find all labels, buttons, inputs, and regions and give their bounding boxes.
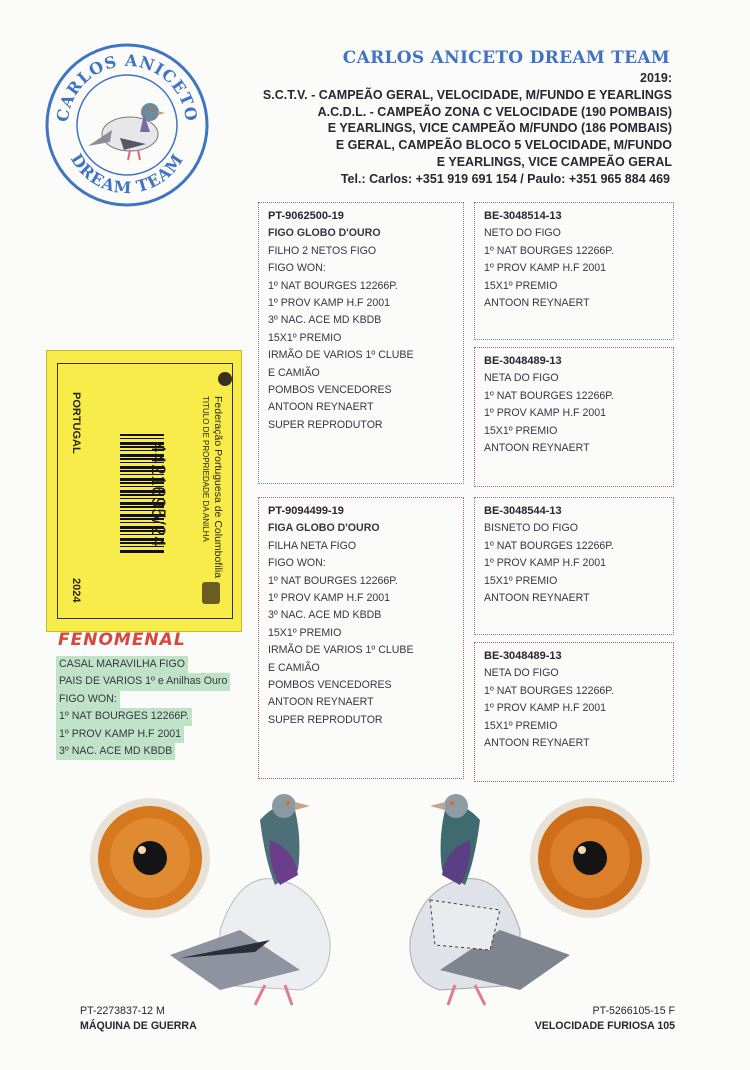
dam-mother-box — [474, 642, 674, 782]
svg-text:DREAM TEAM — [67, 150, 187, 198]
dam-line: IRMÃO DE VARIOS 1º CLUBE — [268, 644, 414, 657]
left-eye-icon — [90, 798, 210, 918]
sire-line: POMBOS VENCEDORES — [268, 384, 392, 397]
dam-line: 1º PROV KAMP H.F 2001 — [268, 592, 391, 605]
sire-mother-line: 1º NAT BOURGES 12266P. — [484, 389, 614, 402]
dam-father-line: 1º NAT BOURGES 12266P. — [484, 539, 614, 552]
sire-line: E CAMIÃO — [268, 366, 320, 379]
awards-line: S.C.T.V. - CAMPEÃO GERAL, VELOCIDADE, M/FUNDO E YEARLINGS — [262, 87, 672, 102]
note-line: FIGO WON: — [56, 691, 120, 708]
right-bird-caption — [420, 1004, 675, 1034]
sire-mother-line: 15X1º PREMIO — [484, 424, 558, 437]
dam-box — [258, 497, 464, 779]
logo-seal — [44, 42, 210, 208]
dam-line: E CAMIÃO — [268, 661, 320, 674]
card-ring-number: 4421695/24 — [147, 442, 168, 548]
sire-mother-line: 1º PROV KAMP H.F 2001 — [484, 407, 607, 420]
dam-line: 3º NAC. ACE MD KBDB — [268, 609, 382, 622]
awards-block — [240, 70, 672, 171]
awards-line: E YEARLINGS, VICE CAMPEÃO GERAL — [436, 154, 672, 169]
sire-line: ANTOON REYNAERT — [268, 401, 374, 414]
sire-father-line: 15X1º PREMIO — [484, 279, 558, 292]
sire-line: 1º NAT BOURGES 12266P. — [268, 279, 398, 292]
seal-icon — [202, 582, 220, 604]
logo-text-top: CARLOS ANICETO — [52, 50, 202, 124]
ring-ownership-card — [46, 350, 242, 632]
sire-father-box — [474, 202, 674, 340]
sire-mother-line: ANTOON REYNAERT — [484, 442, 590, 455]
pigeon-icon — [88, 103, 165, 160]
awards-line: A.C.D.L. - CAMPEÃO ZONA C VELOCIDADE (190 POMBAIS) — [317, 104, 672, 119]
sire-father-line: 1º NAT BOURGES 12266P. — [484, 244, 614, 257]
sire-mother-box — [474, 347, 674, 487]
card-subtitle: TITULO DE PROPRIEDADE DA ANILHA — [201, 396, 210, 542]
sire-line: FILHO 2 NETOS FIGO — [268, 244, 377, 257]
dam-father-line: 1º PROV KAMP H.F 2001 — [484, 557, 607, 570]
logo-text-bottom: DREAM TEAM — [66, 149, 188, 198]
dam-line: FILHA NETA FIGO — [268, 539, 357, 552]
dam-father-line: ANTOON REYNAERT — [484, 592, 590, 605]
handwritten-note: FENOMENAL — [58, 630, 186, 650]
note-line: 3º NAC. ACE MD KBDB — [56, 743, 175, 760]
card-year: 2024 — [70, 578, 82, 603]
sire-line: FIGO WON: — [268, 262, 326, 275]
team-logo — [44, 42, 210, 208]
sire-father-line: NETO DO FIGO — [484, 227, 561, 240]
dam-mother-line: 1º NAT BOURGES 12266P. — [484, 684, 614, 697]
dam-mother-line: ANTOON REYNAERT — [484, 737, 590, 750]
dam-father-box — [474, 497, 674, 635]
federation-emblem-icon — [218, 372, 232, 386]
dam-ring: PT-9094499-19 — [268, 505, 344, 517]
dam-name: FIGA GLOBO D'OURO — [268, 522, 380, 535]
card-border — [57, 363, 233, 619]
sire-box — [258, 202, 464, 484]
birds-illustration — [70, 780, 670, 1040]
dam-mother-line: NETA DO FIGO — [484, 667, 559, 680]
dam-line: SUPER REPRODUTOR — [268, 713, 383, 726]
left-bird-name: MÁQUINA DE GUERRA — [80, 1020, 197, 1032]
right-bird-name: VELOCIDADE FURIOSA 105 — [534, 1020, 675, 1032]
highlighted-note — [56, 656, 230, 760]
svg-text:CARLOS ANICETO — [53, 51, 201, 124]
sire-name: FIGO GLOBO D'OURO — [268, 227, 381, 240]
awards-line: E GERAL, CAMPEÃO BLOCO 5 VELOCIDADE, M/FUNDO — [335, 138, 672, 153]
awards-line: E YEARLINGS, VICE CAMPEÃO M/FUNDO (186 POMBAIS) — [327, 121, 672, 136]
sire-father-line: 1º PROV KAMP H.F 2001 — [484, 262, 607, 275]
sire-mother-line: NETA DO FIGO — [484, 372, 559, 385]
dam-line: ANTOON REYNAERT — [268, 696, 374, 709]
dam-mother-line: 15X1º PREMIO — [484, 719, 558, 732]
sire-line: 1º PROV KAMP H.F 2001 — [268, 297, 391, 310]
note-line: CASAL MARAVILHA FIGO — [56, 656, 188, 673]
dam-mother-line: 1º PROV KAMP H.F 2001 — [484, 702, 607, 715]
sire-father-ring: BE-3048514-13 — [484, 210, 562, 222]
card-federation: Federação Portuguesa de Columbofilia — [212, 396, 224, 579]
sire-father-line: ANTOON REYNAERT — [484, 297, 590, 310]
dam-line: 15X1º PREMIO — [268, 626, 342, 639]
sire-line: IRMÃO DE VARIOS 1º CLUBE — [268, 349, 414, 362]
sire-mother-ring: BE-3048489-13 — [484, 355, 562, 367]
sire-line: SUPER REPRODUTOR — [268, 418, 383, 431]
right-eye-icon — [530, 798, 650, 918]
dam-father-line: BISNETO DO FIGO — [484, 522, 578, 535]
awards-line: 2019: — [640, 71, 672, 85]
left-bird-caption — [80, 1004, 197, 1034]
sire-line: 3º NAC. ACE MD KBDB — [268, 314, 382, 327]
sire-ring: PT-9062500-19 — [268, 210, 344, 222]
contact-phones: Tel.: Carlos: +351 919 691 154 / Paulo: +351 965 884 469 — [340, 172, 670, 186]
team-title: CARLOS ANICETO DREAM TEAM — [342, 48, 670, 68]
note-line: 1º PROV KAMP H.F 2001 — [56, 726, 184, 743]
dam-line: FIGO WON: — [268, 557, 326, 570]
dam-mother-ring: BE-3048489-13 — [484, 650, 562, 662]
left-bird-ring: PT-2273837-12 M — [80, 1005, 165, 1017]
dam-line: 1º NAT BOURGES 12266P. — [268, 574, 398, 587]
card-country: PORTUGAL — [70, 392, 82, 454]
right-bird-ring: PT-5266105-15 F — [592, 1005, 675, 1017]
dam-line: POMBOS VENCEDORES — [268, 679, 392, 692]
dam-father-line: 15X1º PREMIO — [484, 574, 558, 587]
dam-father-ring: BE-3048544-13 — [484, 505, 562, 517]
sire-line: 15X1º PREMIO — [268, 331, 342, 344]
note-line: PAIS DE VARIOS 1º e Anilhas Ouro — [56, 673, 230, 690]
note-line: 1º NAT BOURGES 12266P. — [56, 708, 192, 725]
